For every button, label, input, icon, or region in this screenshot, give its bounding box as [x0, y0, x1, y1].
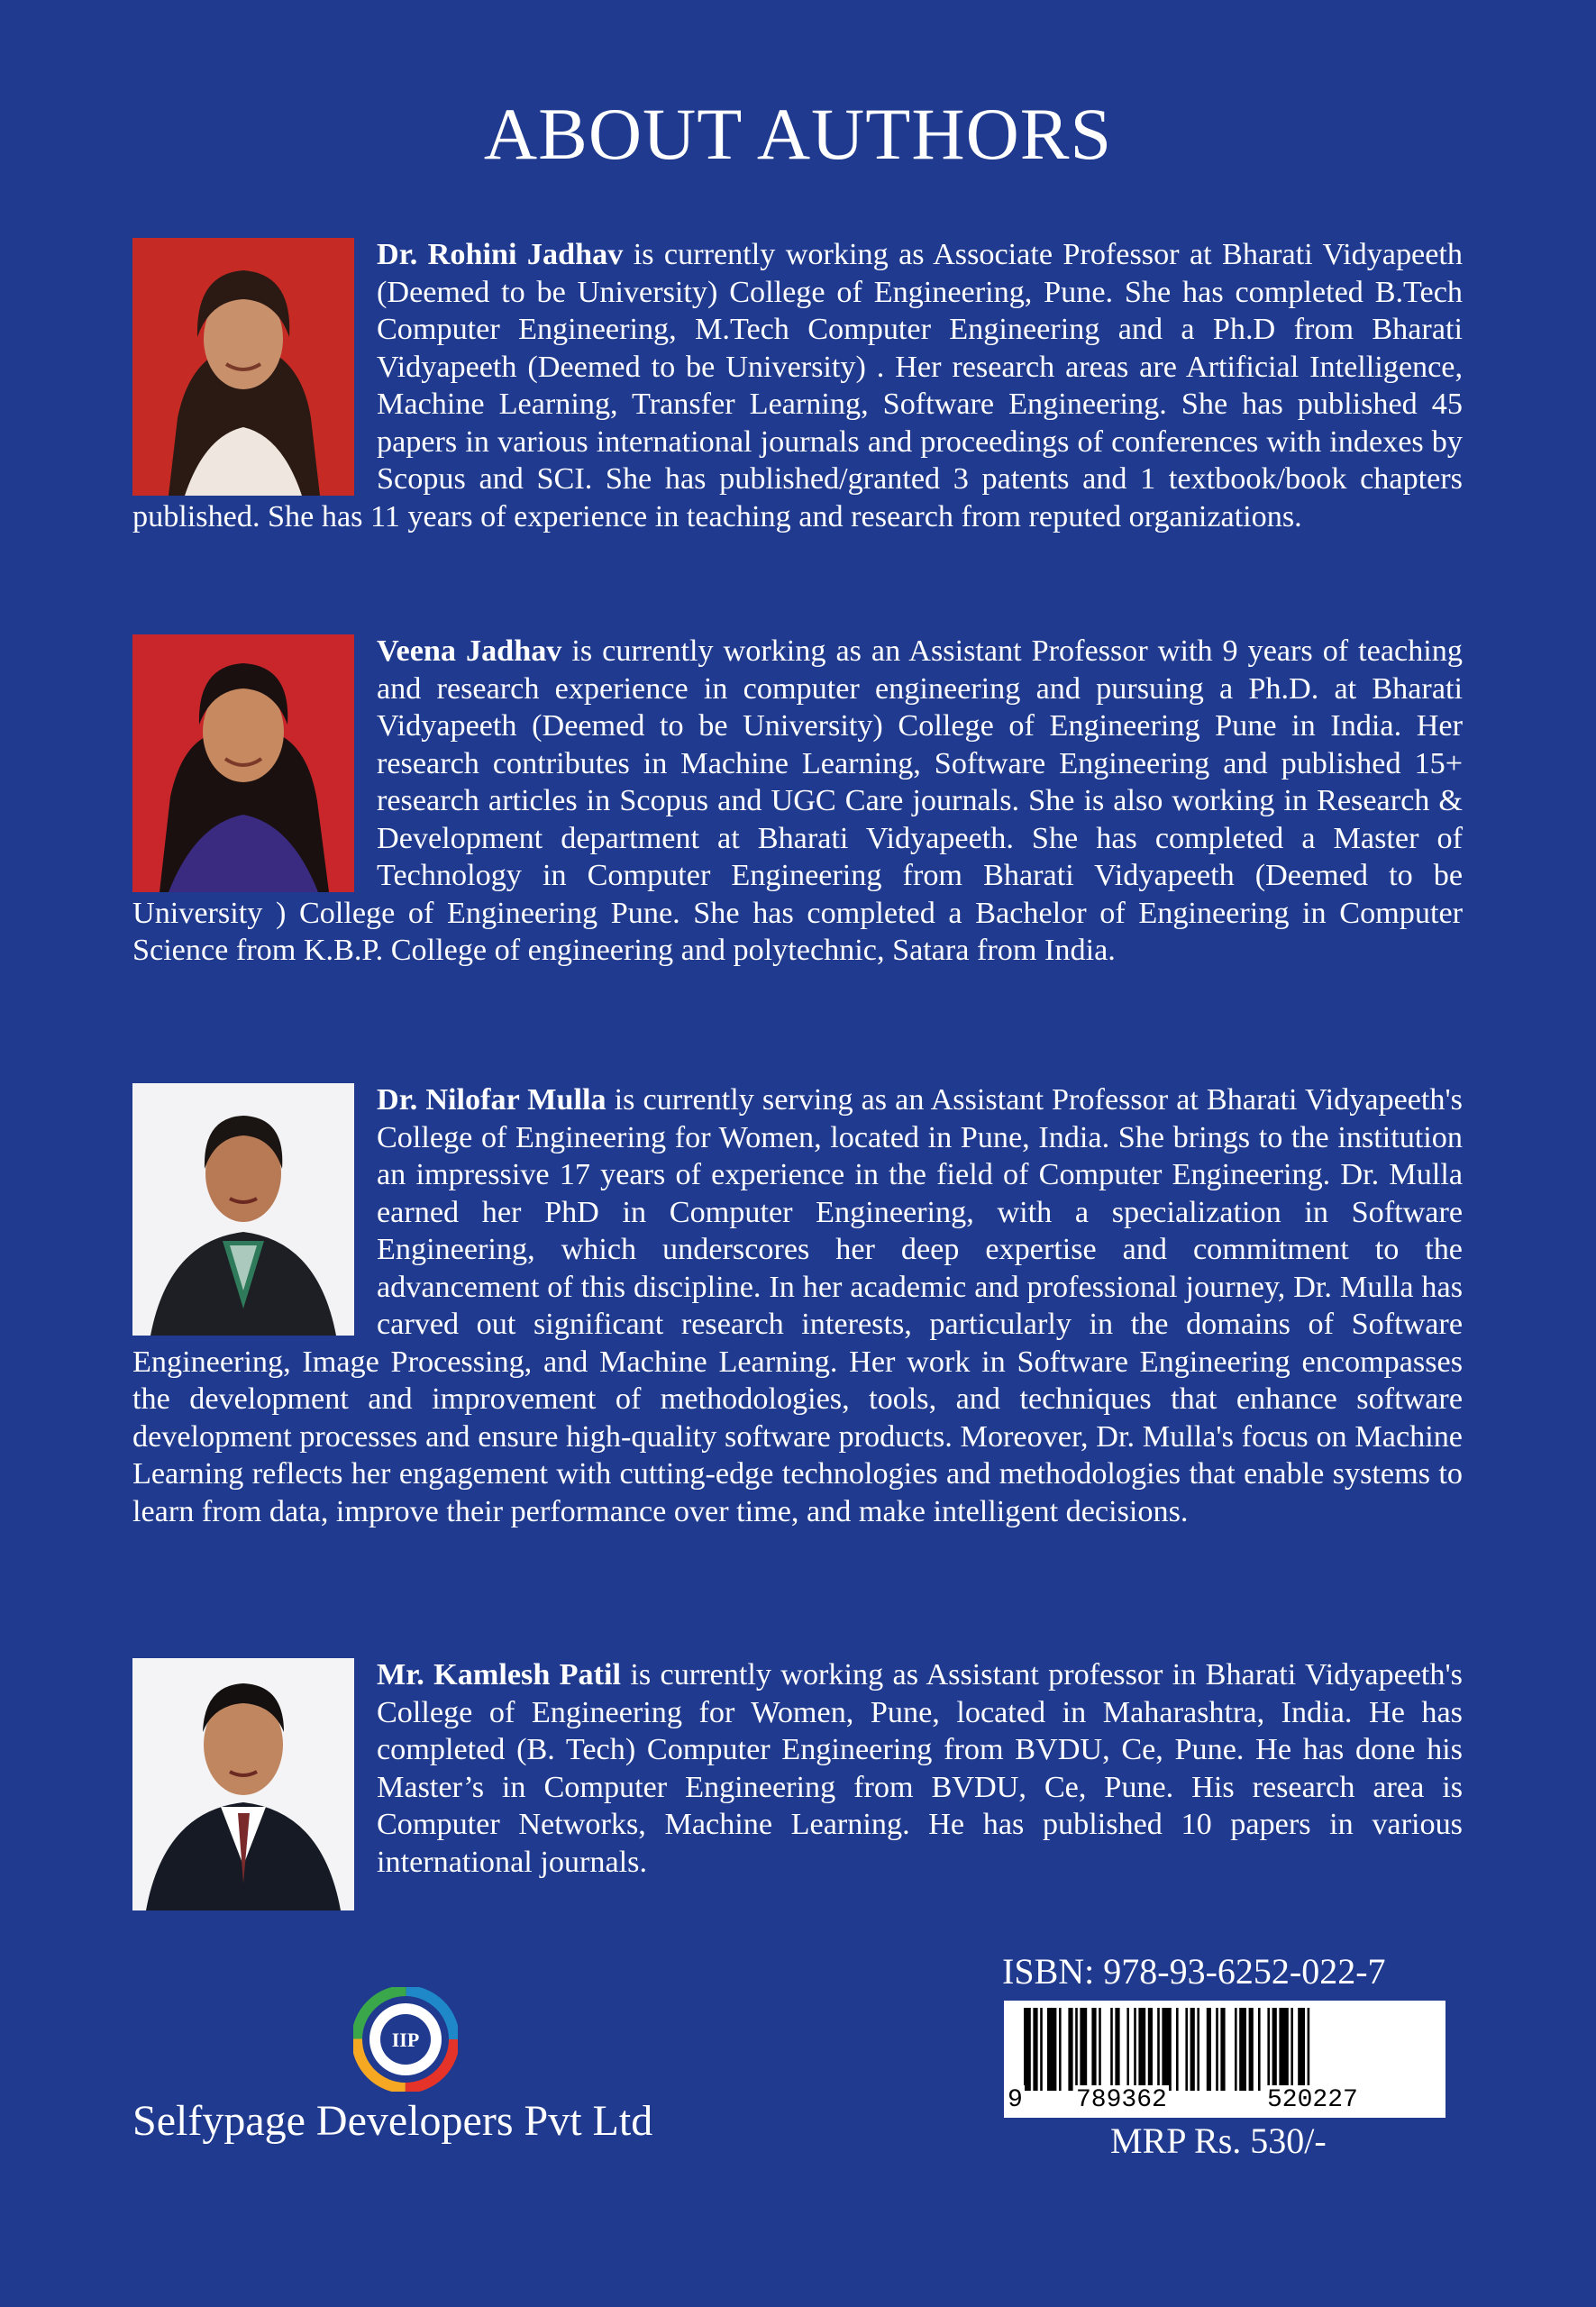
barcode — [1004, 2001, 1446, 2118]
publisher-name: Selfypage Developers Pvt Ltd — [132, 2097, 653, 2145]
barcode-lead-digit: 9 — [1008, 2086, 1023, 2114]
author-photo-veena-jadhav — [132, 634, 354, 892]
author-bio-text: is currently working as Associate Professor at Bharati Vidyapeeth (Deemed to be University) College of Engineering, Pune. She has completed B.Tech Computer Engineering, M.Tech Computer Engineering and a Ph.D from Bharati Vidyapeeth (Deemed to be University) . Her research areas are Artificial Intelligence, Machine Learning, Transfer Learning, Software Engineering. She has published 45 papers in various international journals and proceedings of conferences with indexes by Scopus and SCI. She has published/granted 3 patents and 1 textbook/book chapters published. She has 11 years of experience in teaching and research from reputed organizations. — [132, 238, 1464, 533]
author-bio-text: is currently working as Assistant professor in Bharati Vidyapeeth's College of Engineering for Women, Pune, located in Maharashtra, India. He has completed (B. Tech) Computer Engineering from BVDU, Ce, Pune. He has done his Master’s in Computer Engineering from BVDU, Ce, Pune. His research area is Computer Networks, Machine Learning. He has published 10 papers in various international journals. — [377, 1658, 1463, 1879]
author-bio-kamlesh-patil — [132, 1656, 1463, 1910]
publisher-logo — [353, 1987, 458, 2092]
barcode-right-digits: 520227 — [1267, 2086, 1358, 2114]
isbn: ISBN: 978-93-6252-022-7 — [1002, 1951, 1386, 1992]
author-bio-rohini-jadhav — [132, 236, 1463, 535]
author-photo-rohini-jadhav — [132, 238, 354, 496]
author-bio-nilofar-mulla — [132, 1081, 1463, 1530]
author-bio-text: is currently serving as an Assistant Professor at Bharati Vidyapeeth's College of Engineering for Women, located in Pune, India. She brings to the institution an impressive 17 years of experience in the field of Computer Engineering. Dr. Mulla earned her PhD in Computer Engineering, with a specialization in Software Engineering, which underscores her deep expertise and commitment to the advancement of this discipline. In her academic and professional journey, Dr. Mulla has carved out significant research interests, particularly in the domains of Software Engineering, Image Processing, and Machine Learning. Her work in Software Engineering encompasses the development and improvement of methodologies, tools, and techniques that enhance software development processes and ensure high-quality software products. Moreover, Dr. Mulla's focus on Machine Learning reflects her engagement with cutting-edge technologies and methodologies that enable systems to learn from data, improve their performance over time, and make intelligent decisions. — [132, 1083, 1463, 1528]
mrp-price: MRP Rs. 530/- — [1110, 2120, 1327, 2161]
author-bio-veena-jadhav — [132, 633, 1463, 970]
barcode-left-digits: 789362 — [1076, 2086, 1167, 2114]
page-title: ABOUT AUTHORS — [483, 93, 1113, 175]
author-name: Veena Jadhav — [377, 634, 562, 668]
author-photo-nilofar-mulla — [132, 1083, 354, 1336]
author-name: Dr. Rohini Jadhav — [377, 238, 624, 271]
logo-text: IIP — [391, 2029, 420, 2051]
author-photo-kamlesh-patil — [132, 1658, 354, 1910]
author-bio-text: is currently working as an Assistant Professor with 9 years of teaching and research experience in computer engineering and pursuing a Ph.D. at Bharati Vidyapeeth (Deemed to be University) College of Engineering Pune in India. Her research contributes in Machine Learning, Software Engineering and published 15+ research articles in Scopus and UGC Care journals. She is also working in Research & Development department at Bharati Vidyapeeth. She has completed a Master of Technology in Computer Engineering from Bharati Vidyapeeth (Deemed to be University ) College of Engineering Pune. She has completed a Bachelor of Engineering in Computer Science from K.B.P. College of engineering and polytechnic, Satara from India. — [132, 634, 1463, 967]
author-name: Mr. Kamlesh Patil — [377, 1658, 622, 1691]
author-name: Dr. Nilofar Mulla — [377, 1083, 606, 1117]
barcode-digits — [1004, 2085, 1446, 2116]
